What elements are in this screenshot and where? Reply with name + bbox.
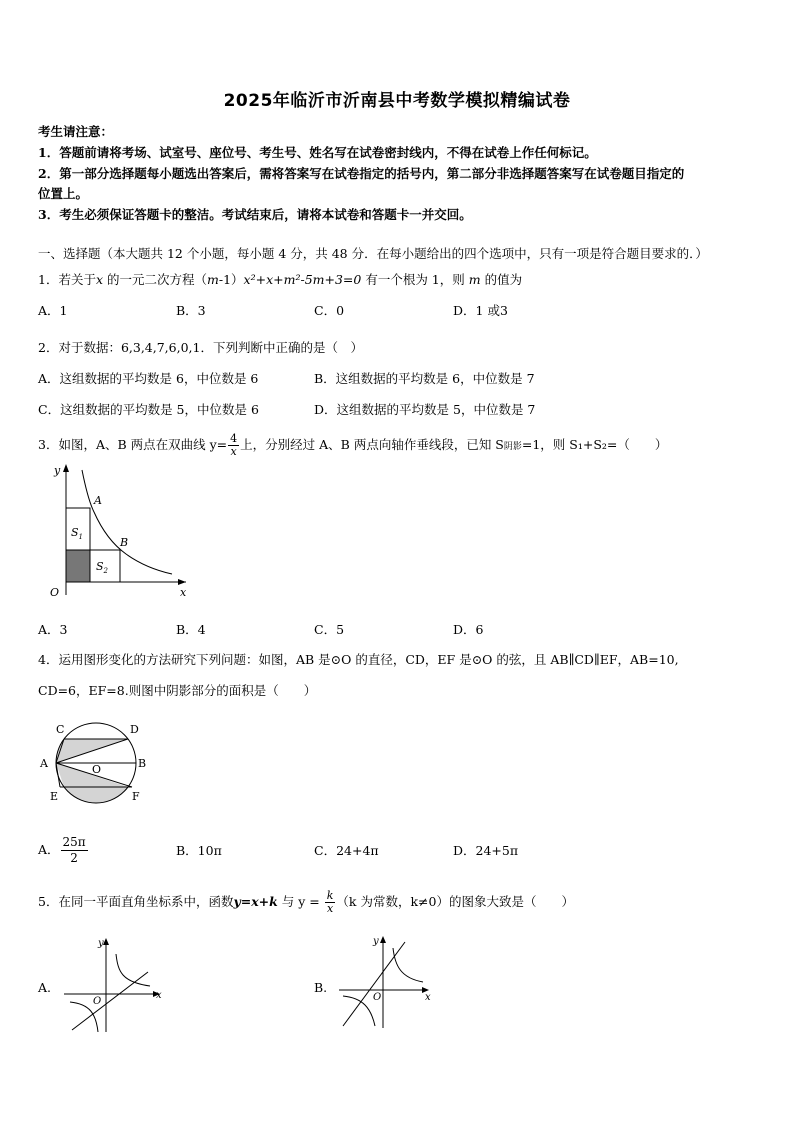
q5b-y-arrow-icon: [380, 936, 386, 943]
q5b-origin-label: O: [373, 992, 382, 1003]
q5a-y-arrow-icon: [103, 938, 109, 945]
q3-frac-num: 4: [230, 432, 238, 445]
q1-text-mid1: 的一元二次方程（: [103, 272, 207, 287]
q3-option-a: A．3: [38, 622, 68, 637]
q3-frac-den: x: [230, 445, 237, 458]
question-2: 2．对于数据：6,3,4,7,6,0,1．下列判断中正确的是（ ）: [38, 340, 363, 355]
q3-y-arrow-icon: [63, 464, 69, 472]
q3-subscript: 阴影: [503, 442, 522, 452]
q5-option-b-graph: [335, 928, 445, 1033]
q2-option-b: B．这组数据的平均数是 6，中位数是 7: [314, 371, 535, 386]
q1-text-mid3: 有一个根为 1，则: [361, 272, 469, 287]
q4-option-d: D．24+5π: [453, 843, 519, 858]
page-title: 2025年临沂市沂南县中考数学模拟精编试卷: [223, 91, 571, 111]
notice-item-3: 3．考生必须保证答题卡的整洁。考试结束后，请将本试卷和答题卡一并交回。: [38, 207, 472, 222]
q5b-x-label: x: [425, 992, 431, 1003]
q3-x-arrow-icon: [178, 579, 186, 585]
notice-item-2: 2．第一部分选择题每小题选出答案后，需将答案写在试卷指定的括号内，第二部分非选择题答案写在试卷题目指定的: [38, 166, 685, 181]
q5b-y-label: y: [373, 936, 379, 947]
q5-option-a-label: A.: [38, 980, 52, 995]
q5a-x-label: x: [156, 990, 162, 1001]
q3-text-mid: 上，分别经过 A、B 两点向轴作垂线段，已知 S: [240, 437, 504, 452]
q3-s1-sub: 1: [78, 533, 84, 541]
q1-option-c: C．0: [314, 303, 345, 318]
q5-frac-den: x: [326, 902, 334, 915]
question-1: [38, 272, 522, 288]
q5-text-post: （k 为常数，k≠0）的图象大致是（ ）: [336, 894, 574, 909]
q4-label-d: D: [130, 723, 139, 736]
q3-y-label: y: [54, 464, 61, 477]
q2-option-d: D．这组数据的平均数是 5，中位数是 7: [314, 402, 536, 417]
q5a-origin-label: O: [93, 996, 102, 1007]
q5b-hyperbola-lower: [343, 996, 375, 1026]
q3-figure: [36, 460, 196, 605]
q1-option-b: B．3: [176, 303, 206, 318]
q4-option-a-den: 2: [70, 851, 78, 865]
q5b-hyperbola-upper: [393, 948, 423, 982]
q1-option-d: D．1 或3: [453, 303, 508, 318]
q5-text-pre: 5．在同一平面直角坐标系中，函数: [38, 894, 234, 909]
q3-point-b-label: B: [120, 536, 129, 549]
q4-option-c: C．24+4π: [314, 843, 379, 858]
q5-option-b-label: B.: [314, 980, 328, 995]
q4-option-a-num: 25π: [62, 835, 86, 849]
q3-fraction: [228, 433, 239, 458]
q4-label-o: O: [92, 763, 102, 776]
q4-label-c: C: [56, 723, 65, 736]
question-4-line-2: CD=6，EF=8.则图中阴影部分的面积是（ ）: [38, 683, 317, 698]
notice-item-2-cont: 位置上。: [38, 186, 89, 201]
q1-var-m: m: [207, 272, 219, 287]
q5-function-1: y=x+k: [233, 894, 278, 909]
q3-option-d: D．6: [453, 622, 484, 637]
q3-option-c: C．5: [314, 622, 345, 637]
section-heading: 一、选择题（本大题共 12 个小题，每小题 4 分，共 48 分．在每小题给出的四个选项中，只有一项是符合题目要求的．）: [38, 246, 708, 261]
q1-text-post: 的值为: [480, 272, 523, 287]
q5a-line: [72, 972, 148, 1030]
q4-label-f: F: [132, 790, 140, 803]
q3-option-b: B．4: [176, 622, 206, 637]
q1-text-pre: 1．若关于: [38, 272, 96, 287]
q5-text-mid: 与 y =: [277, 894, 324, 909]
q4-option-a-label: A．: [38, 842, 60, 857]
q3-s1-label: [71, 526, 83, 541]
q5-option-a-graph: [60, 932, 170, 1037]
q4-label-a: A: [40, 757, 48, 770]
q5a-y-label: y: [98, 938, 104, 949]
q5-fraction: [325, 890, 336, 915]
q5b-line: [343, 942, 405, 1026]
q3-point-a-label: A: [94, 494, 102, 507]
q3-text-post: =1，则 S₁+S₂=（ ）: [521, 437, 668, 452]
q4-figure: [36, 718, 146, 808]
q2-option-c: C．这组数据的平均数是 5，中位数是 6: [38, 402, 259, 417]
q1-text-mid2: -1）: [218, 272, 244, 287]
q5-frac-num: k: [326, 889, 334, 902]
q5a-hyperbola-upper: [116, 954, 150, 986]
notice-item-1: 1．答题前请将考场、试室号、座位号、考生号、姓名写在试卷密封线内，不得在试卷上作任何标记。: [38, 145, 597, 160]
q3-shaded-region: [66, 550, 90, 582]
q4-option-a-fraction: [61, 835, 88, 866]
q4-option-a: [38, 832, 89, 868]
q1-var-m2: m: [468, 272, 481, 287]
q1-equation: x²+x+m²-5m+3=0: [243, 272, 362, 287]
q4-label-b: B: [138, 757, 146, 770]
question-5: [38, 886, 574, 918]
q4-option-b: B．10π: [176, 843, 222, 858]
q3-s2-sub: 2: [103, 567, 109, 575]
question-4-line-1: 4．运用图形变化的方法研究下列问题：如图，AB 是⊙O 的直径，CD，EF 是⊙O 的弦，且 AB∥CD∥EF，AB=10,: [38, 652, 679, 667]
q3-origin-label: O: [50, 586, 60, 599]
q3-s2-label: [96, 560, 109, 575]
q4-label-e: E: [50, 790, 59, 803]
q3-s2-letter: S: [96, 560, 104, 573]
q2-option-a: A．这组数据的平均数是 6，中位数是 6: [38, 371, 259, 386]
notice-heading: 考生请注意：: [38, 124, 114, 139]
q3-text-pre: 3．如图，A、B 两点在双曲线 y=: [38, 437, 228, 452]
q3-hyperbola-curve: [82, 470, 172, 574]
q1-var-x: x: [95, 272, 104, 287]
q3-s1-letter: S: [71, 526, 79, 539]
q1-option-a: A．1: [38, 303, 68, 318]
q3-x-label: x: [180, 586, 187, 599]
question-3: [38, 430, 667, 462]
